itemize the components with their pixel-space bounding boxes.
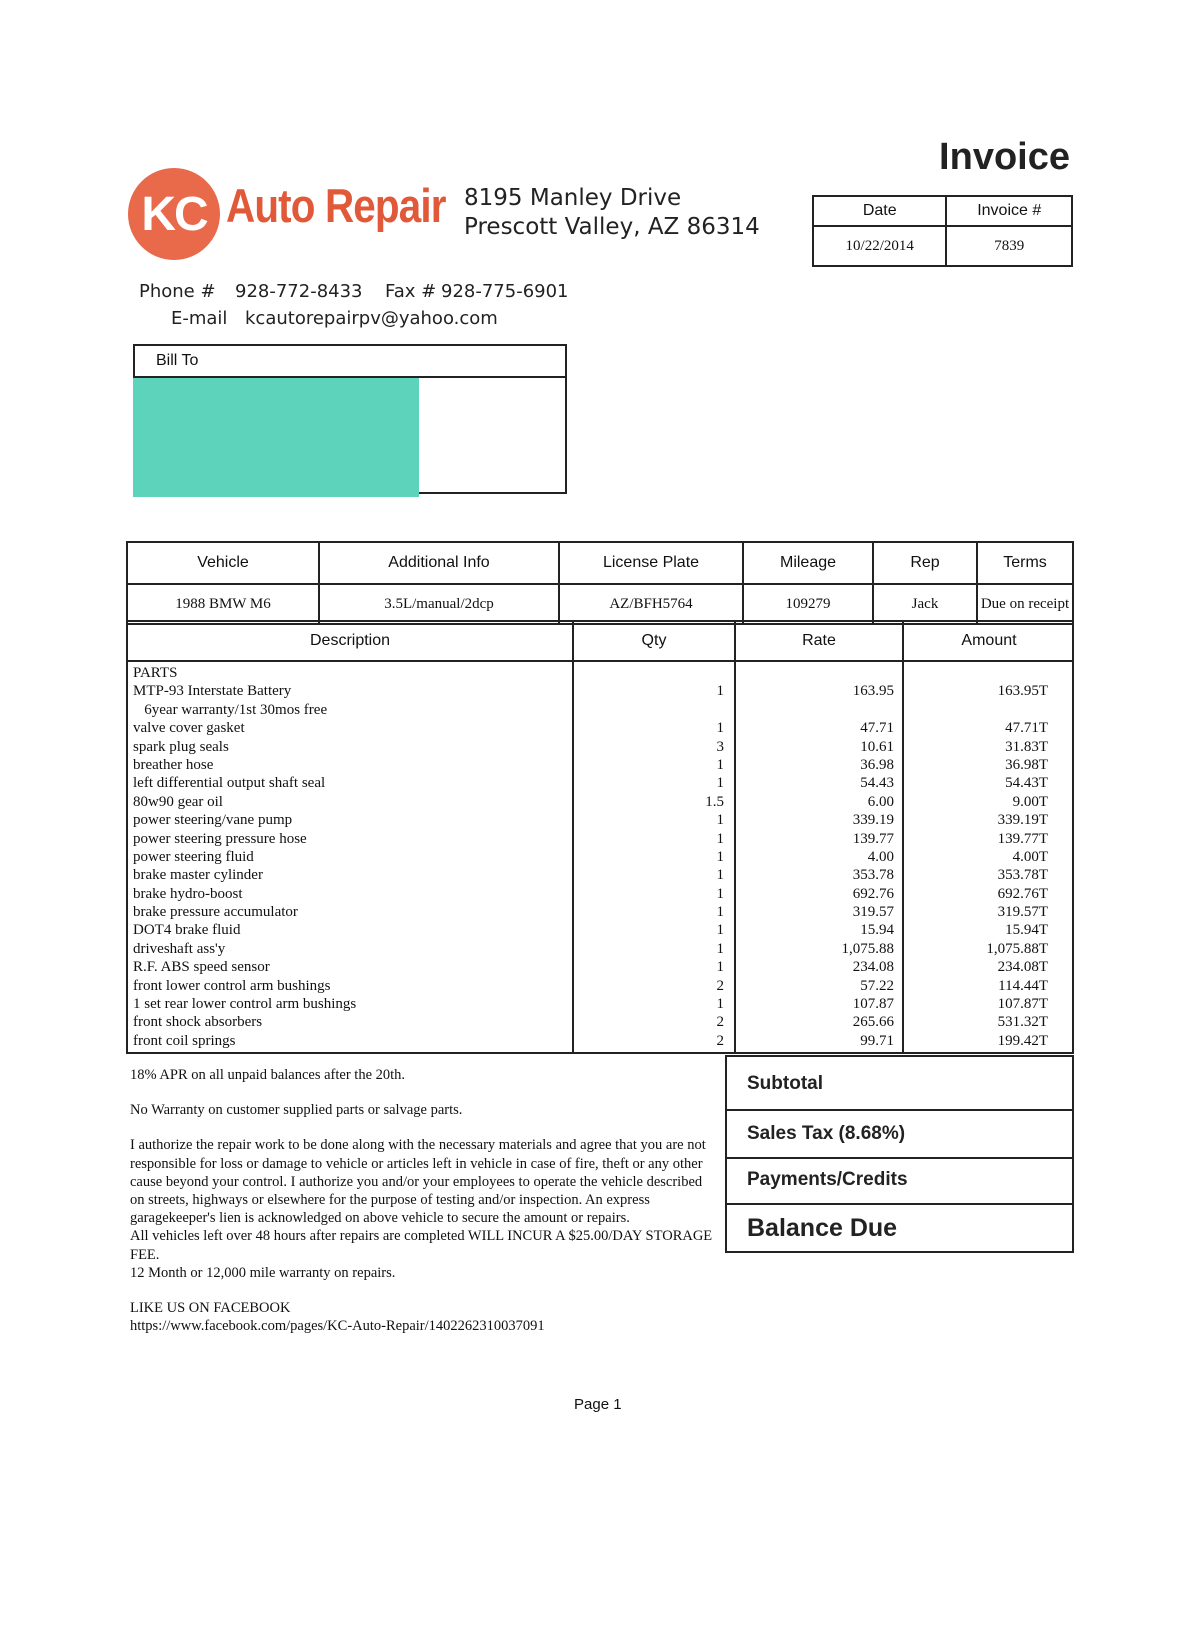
item-rate: 163.95 — [852, 683, 894, 700]
table-row — [128, 719, 1072, 737]
item-rate: 1,075.88 — [841, 940, 894, 957]
bill-to-box — [133, 344, 567, 494]
line-items-table — [126, 620, 1074, 1054]
terms-and-conditions — [130, 1066, 720, 1335]
address-line-1: 8195 Manley Drive — [464, 185, 682, 211]
item-qty: 1 — [716, 812, 724, 829]
subtotal-label: Subtotal — [727, 1055, 1072, 1109]
company-contact — [139, 278, 569, 332]
item-description: brake pressure accumulator — [133, 904, 298, 921]
item-rate: 4.00 — [867, 848, 894, 865]
item-amount: 234.08T — [997, 959, 1048, 976]
item-description: power steering fluid — [133, 848, 254, 865]
table-row — [128, 774, 1072, 792]
item-description: spark plug seals — [133, 738, 229, 755]
item-description: front coil springs — [133, 1032, 236, 1049]
item-qty: 1 — [716, 720, 724, 737]
item-amount: 31.83T — [1005, 738, 1048, 755]
table-row — [128, 1032, 1072, 1050]
item-qty: 1 — [716, 830, 724, 847]
mileage-value: 109279 — [743, 584, 873, 624]
table-row — [128, 811, 1072, 829]
invoice-number: 7839 — [946, 226, 1072, 266]
item-rate: 54.43 — [860, 775, 894, 792]
description-header: Description — [309, 632, 391, 649]
item-amount: 353.78T — [997, 867, 1048, 884]
item-rate: 265.66 — [852, 1014, 894, 1031]
company-name: Auto Repair — [226, 179, 446, 232]
additional-info-value: 3.5L/manual/2dcp — [319, 584, 559, 624]
terms-header: Terms — [977, 542, 1073, 584]
table-row — [128, 701, 1072, 719]
item-description: power steering/vane pump — [133, 812, 293, 829]
item-rate: 319.57 — [852, 904, 894, 921]
table-row — [128, 1013, 1072, 1031]
amount-header: Amount — [961, 632, 1017, 649]
address-line-2: Prescott Valley, AZ 86314 — [464, 214, 760, 240]
table-row — [128, 830, 1072, 848]
invoice-title: Invoice — [939, 136, 1070, 178]
storage-fee-note: All vehicles left over 48 hours after repairs are completed WILL INCUR A $25.00/DAY STORAGE FEE. — [130, 1228, 713, 1263]
table-row — [128, 738, 1072, 756]
email-label: E-mail — [171, 308, 228, 329]
item-qty: 1 — [716, 683, 724, 700]
date-header: Date — [813, 196, 946, 226]
item-description: R.F. ABS speed sensor — [133, 959, 270, 976]
table-row — [128, 793, 1072, 811]
item-description: front shock absorbers — [133, 1014, 263, 1031]
table-row — [128, 848, 1072, 866]
item-rate: 36.98 — [860, 756, 894, 773]
item-amount: 531.32T — [997, 1014, 1048, 1031]
table-row — [128, 977, 1072, 995]
phone-label: Phone # — [139, 281, 216, 302]
item-description: 1 set rear lower control arm bushings — [133, 996, 357, 1013]
qty-header: Qty — [641, 632, 667, 649]
balance-due-label: Balance Due — [727, 1203, 1072, 1251]
authorization-text: I authorize the repair work to be done along with the necessary materials and agree that you are not responsible for loss or damage to vehicle or articles left in vehicle in case of fire, theft or any other cause beyond your control. I authorize you and/or your employees to operate the vehicle described on streets, highways or elsewhere for the purpose of testing and/or inspection. An express garagekeeper's lien is acknowledged on above vehicle to secure the amount or repairs. — [130, 1137, 706, 1227]
item-rate: 10.61 — [860, 738, 894, 755]
facebook-label: LIKE US ON FACEBOOK — [130, 1300, 291, 1317]
table-row — [128, 885, 1072, 903]
invoice-meta-table — [812, 195, 1073, 267]
item-qty: 1 — [716, 867, 724, 884]
item-description: PARTS — [133, 665, 178, 681]
vehicle-value: 1988 BMW M6 — [127, 584, 319, 624]
item-rate: 6.00 — [867, 793, 894, 810]
item-qty: 1 — [716, 996, 724, 1013]
item-description: brake master cylinder — [133, 867, 263, 884]
rep-value: Jack — [873, 584, 977, 624]
item-qty: 2 — [716, 977, 724, 994]
item-qty: 2 — [716, 1032, 724, 1049]
item-qty: 1 — [716, 756, 724, 773]
item-description: brake hydro-boost — [133, 885, 243, 902]
line-item-rows — [128, 664, 1072, 1050]
facebook-link[interactable]: https://www.facebook.com/pages/KC-Auto-Repair/1402262310037091 — [130, 1318, 545, 1335]
vehicle-table — [126, 541, 1074, 625]
additional-info-header: Additional Info — [319, 542, 559, 584]
redacted-address-block — [133, 378, 419, 497]
item-qty: 1 — [716, 848, 724, 865]
page-number: Page 1 — [574, 1396, 622, 1413]
item-rate: 234.08 — [852, 959, 894, 976]
invoice-number-header: Invoice # — [946, 196, 1072, 226]
item-qty: 1 — [716, 885, 724, 902]
warranty-note: No Warranty on customer supplied parts or salvage parts. — [130, 1102, 463, 1119]
item-amount: 1,075.88T — [986, 940, 1048, 957]
item-amount: 339.19T — [997, 812, 1048, 829]
item-amount: 54.43T — [1005, 775, 1048, 792]
fax-number: 928-775-6901 — [441, 281, 569, 302]
table-row — [128, 756, 1072, 774]
item-rate: 99.71 — [860, 1032, 894, 1049]
item-amount: 4.00T — [1012, 848, 1048, 865]
payments-credits-label: Payments/Credits — [727, 1157, 1072, 1203]
item-rate: 692.76 — [852, 885, 894, 902]
item-rate: 353.78 — [852, 867, 894, 884]
phone-number: 928-772-8433 — [235, 281, 363, 302]
table-row — [128, 940, 1072, 958]
item-qty: 1 — [716, 775, 724, 792]
item-rate: 47.71 — [860, 720, 894, 737]
license-plate-header: License Plate — [559, 542, 743, 584]
item-amount: 199.42T — [997, 1032, 1048, 1049]
item-amount: 139.77T — [997, 830, 1048, 847]
item-description: DOT4 brake fluid — [133, 922, 241, 939]
item-description: front lower control arm bushings — [133, 977, 331, 994]
item-description: power steering pressure hose — [133, 830, 307, 847]
item-amount: 319.57T — [997, 904, 1048, 921]
header-divider — [128, 660, 1072, 662]
rep-header: Rep — [873, 542, 977, 584]
item-qty: 1 — [716, 922, 724, 939]
item-qty: 1 — [716, 904, 724, 921]
item-description: breather hose — [133, 756, 214, 773]
invoice-date: 10/22/2014 — [813, 226, 946, 266]
table-row — [128, 921, 1072, 939]
item-amount: 9.00T — [1012, 793, 1048, 810]
item-qty: 2 — [716, 1014, 724, 1031]
item-rate: 139.77 — [852, 830, 894, 847]
table-row — [128, 664, 1072, 682]
license-plate-value: AZ/BFH5764 — [559, 584, 743, 624]
table-row — [128, 866, 1072, 884]
item-amount: 15.94T — [1005, 922, 1048, 939]
company-address — [464, 184, 760, 242]
item-qty: 1 — [716, 940, 724, 957]
bill-to-label: Bill To — [135, 346, 565, 378]
item-amount: 47.71T — [1005, 720, 1048, 737]
item-rate: 339.19 — [852, 812, 894, 829]
item-qty: 3 — [716, 738, 724, 755]
item-amount: 163.95T — [997, 683, 1048, 700]
company-logo: KC — [128, 168, 220, 260]
item-description: 80w90 gear oil — [133, 793, 223, 810]
table-row — [128, 903, 1072, 921]
rate-header: Rate — [802, 632, 836, 649]
table-row — [128, 682, 1072, 700]
fax-label: Fax # — [385, 281, 437, 302]
email-address: kcautorepairpv@yahoo.com — [245, 308, 498, 329]
item-amount: 692.76T — [997, 885, 1048, 902]
item-description: MTP-93 Interstate Battery — [133, 683, 292, 700]
item-qty: 1 — [716, 959, 724, 976]
item-amount: 114.44T — [998, 977, 1048, 994]
apr-note: 18% APR on all unpaid balances after the 20th. — [130, 1067, 406, 1083]
table-row — [128, 958, 1072, 976]
item-rate: 15.94 — [860, 922, 894, 939]
repair-warranty-note: 12 Month or 12,000 mile warranty on repairs. — [130, 1264, 396, 1281]
mileage-header: Mileage — [743, 542, 873, 584]
item-qty: 1.5 — [705, 793, 724, 810]
table-row — [128, 995, 1072, 1013]
vehicle-header: Vehicle — [127, 542, 319, 584]
item-description: valve cover gasket — [133, 720, 245, 737]
item-description: driveshaft ass'y — [133, 940, 226, 957]
item-rate: 107.87 — [852, 996, 894, 1013]
item-rate: 57.22 — [860, 977, 894, 994]
item-amount: 36.98T — [1005, 756, 1048, 773]
item-description: 6year warranty/1st 30mos free — [133, 701, 328, 718]
item-description: left differential output shaft seal — [133, 775, 326, 792]
totals-box — [725, 1055, 1074, 1253]
item-amount: 107.87T — [997, 996, 1048, 1013]
terms-value: Due on receipt — [977, 584, 1073, 624]
sales-tax-label: Sales Tax (8.68%) — [727, 1109, 1072, 1157]
